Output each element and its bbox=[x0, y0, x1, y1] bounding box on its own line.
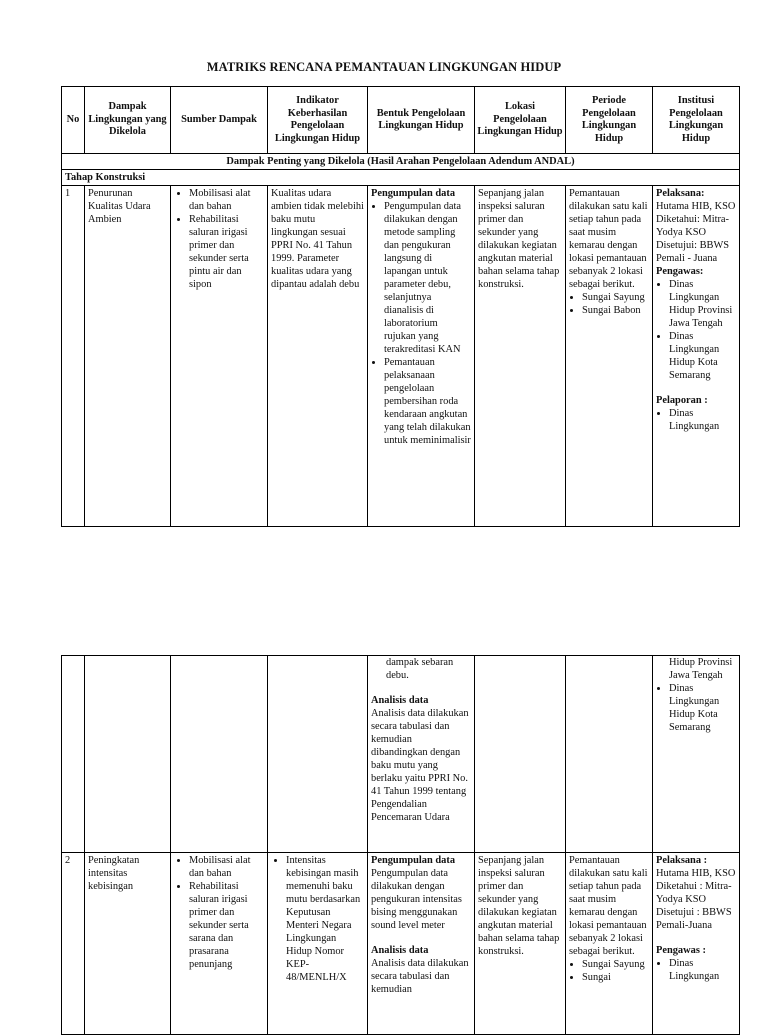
bentuk-heading: Pengumpulan data bbox=[371, 855, 456, 866]
bentuk-continued-text: dampak sebaran debu. bbox=[386, 657, 454, 681]
periode-cell bbox=[566, 656, 653, 853]
table-row bbox=[62, 186, 740, 527]
dampak-cell: Penurunan Kualitas Udara Ambien bbox=[85, 186, 171, 527]
pelaksana-text: Hutama HIB, KSO Diketahui : Mitra-Yodya KSO Disetujui : BBWS Pemali-Juana bbox=[656, 868, 736, 931]
periode-cell bbox=[566, 853, 653, 1035]
bentuk-cell bbox=[368, 853, 475, 1035]
header-indikator: Indikator Keberhasilan Pengelolaan Lingkungan Hidup bbox=[268, 87, 368, 154]
list-item: • Sungai Sayung bbox=[582, 291, 649, 304]
pelaksana-heading: Pelaksana : bbox=[656, 855, 708, 866]
table-header-row bbox=[62, 87, 740, 154]
header-no: No bbox=[62, 87, 85, 154]
analisis-heading: Analisis data bbox=[371, 945, 429, 956]
bentuk-cell bbox=[368, 186, 475, 527]
pelaporan-heading: Pelaporan : bbox=[656, 395, 708, 406]
institusi-cell bbox=[653, 186, 740, 527]
indikator-cell bbox=[268, 853, 368, 1035]
monitoring-matrix-table bbox=[61, 86, 740, 527]
list-item: • Intensitas kebisingan masih memenuhi baku mutu berdasarkan Keputusan Menteri Negara Lingkungan Hidup Nomor KEP-48/MENLH/X bbox=[286, 854, 364, 984]
analisis-heading: Analisis data bbox=[371, 695, 429, 706]
periode-text: Pemantauan dilakukan satu kali setiap tahun pada saat musim kemarau dengan lokasi pemantauan sebanyak 2 lokasi sebagai berikut. bbox=[569, 188, 648, 290]
institusi-continued-text: Hidup Provinsi Jawa Tengah bbox=[669, 657, 733, 681]
bentuk-text: Pengumpulan data dilakukan dengan pengukuran intensitas bising menggunakan sound level meter bbox=[371, 868, 462, 931]
table-row bbox=[62, 656, 740, 853]
analisis-text: Analisis data dilakukan secara tabulasi dan kemudian bbox=[371, 958, 469, 995]
lokasi-cell: Sepanjang jalan inspeksi saluran primer dan sekunder yang dilakukan kegiatan angkutan material bahan selama tahap konstruksi. bbox=[475, 186, 566, 527]
pengawas-heading: Pengawas: bbox=[656, 266, 704, 277]
header-bentuk: Bentuk Pengelolaan Lingkungan Hidup bbox=[368, 87, 475, 154]
list-item: • Dinas Lingkungan bbox=[669, 957, 736, 983]
header-institusi: Institusi Pengelolaan Lingkungan Hidup bbox=[653, 87, 740, 154]
lokasi-cell: Sepanjang jalan inspeksi saluran primer dan sekunder yang dilakukan kegiatan angkutan material bahan selama tahap konstruksi. bbox=[475, 853, 566, 1035]
sumber-cell bbox=[171, 853, 268, 1035]
header-sumber: Sumber Dampak bbox=[171, 87, 268, 154]
institusi-cell bbox=[653, 656, 740, 853]
list-item: • Sungai Sayung bbox=[582, 958, 649, 971]
row-number: 1 bbox=[62, 186, 85, 527]
pelaksana-text: Hutama HIB, KSO Diketahui: Mitra-Yodya KSO Disetujui: BBWS Pemali - Juana bbox=[656, 201, 736, 264]
list-item: • Mobilisasi alat dan bahan bbox=[189, 187, 264, 213]
section-header: Dampak Penting yang Dikelola (Hasil Arahan Pengelolaan Adendum ANDAL) bbox=[62, 154, 740, 170]
lokasi-cell bbox=[475, 656, 566, 853]
list-item: • Rehabilitasi saluran irigasi primer dan sekunder serta sarana dan prasarana penunjang bbox=[189, 880, 264, 971]
header-periode: Periode Pengelolaan Lingkungan Hidup bbox=[566, 87, 653, 154]
periode-text: Pemantauan dilakukan satu kali setiap tahun pada saat musim kemarau dengan lokasi pemantauan sebanyak 2 lokasi sebagai berikut. bbox=[569, 855, 648, 957]
bentuk-heading: Pengumpulan data bbox=[371, 188, 456, 199]
list-item: • Dinas Lingkungan Hidup Kota Semarang bbox=[669, 330, 736, 382]
institusi-cell bbox=[653, 853, 740, 1035]
list-item: • Sungai bbox=[582, 971, 649, 984]
bentuk-cell bbox=[368, 656, 475, 853]
monitoring-matrix-table-continued bbox=[61, 655, 740, 1035]
sumber-cell bbox=[171, 656, 268, 853]
list-item: • Rehabilitasi saluran irigasi primer dan sekunder serta pintu air dan sipon bbox=[189, 213, 264, 291]
dampak-cell bbox=[85, 656, 171, 853]
list-item: • Sungai Babon bbox=[582, 304, 649, 317]
header-lokasi: Lokasi Pengelolaan Lingkungan Hidup bbox=[475, 87, 566, 154]
indikator-cell bbox=[268, 656, 368, 853]
pelaksana-heading: Pelaksana: bbox=[656, 188, 705, 199]
periode-cell bbox=[566, 186, 653, 527]
list-item: • Mobilisasi alat dan bahan bbox=[189, 854, 264, 880]
sumber-cell bbox=[171, 186, 268, 527]
list-item: • Pemantauan pelaksanaan pengelolaan pembersihan roda kendaraan angkutan yang telah dilakukan untuk meminimalisir bbox=[384, 356, 471, 447]
row-number: 2 bbox=[62, 853, 85, 1035]
list-item: • Dinas Lingkungan bbox=[669, 407, 736, 433]
analisis-text: Analisis data dilakukan secara tabulasi dan kemudian dibandingkan dengan baku mutu yang berlaku yaitu PPRI No. 41 Tahun 1999 tentang Pengendalian Pencemaran Udara bbox=[371, 708, 469, 823]
document-title: MATRIKS RENCANA PEMANTAUAN LINGKUNGAN HIDUP bbox=[206, 60, 562, 74]
row-number bbox=[62, 656, 85, 853]
table-row bbox=[62, 853, 740, 1035]
stage-label: Tahap Konstruksi bbox=[62, 170, 740, 186]
list-item: • Pengumpulan data dilakukan dengan metode sampling dan pengukuran langsung di lapangan untuk parameter debu, selanjutnya dianalisis di laboratorium rujukan yang terakreditasi KAN bbox=[384, 200, 471, 356]
list-item: • Dinas Lingkungan Hidup Provinsi Jawa Tengah bbox=[669, 278, 736, 330]
header-dampak: Dampak Lingkungan yang Dikelola bbox=[85, 87, 171, 154]
pengawas-heading: Pengawas : bbox=[656, 945, 706, 956]
list-item: • Dinas Lingkungan Hidup Kota Semarang bbox=[669, 682, 736, 734]
dampak-cell: Peningkatan intensitas kebisingan bbox=[85, 853, 171, 1035]
indikator-cell: Kualitas udara ambien tidak melebihi baku mutu lingkungan sesuai PPRI No. 41 Tahun 1999. Parameter kualitas udara yang dipantau adalah debu bbox=[268, 186, 368, 527]
